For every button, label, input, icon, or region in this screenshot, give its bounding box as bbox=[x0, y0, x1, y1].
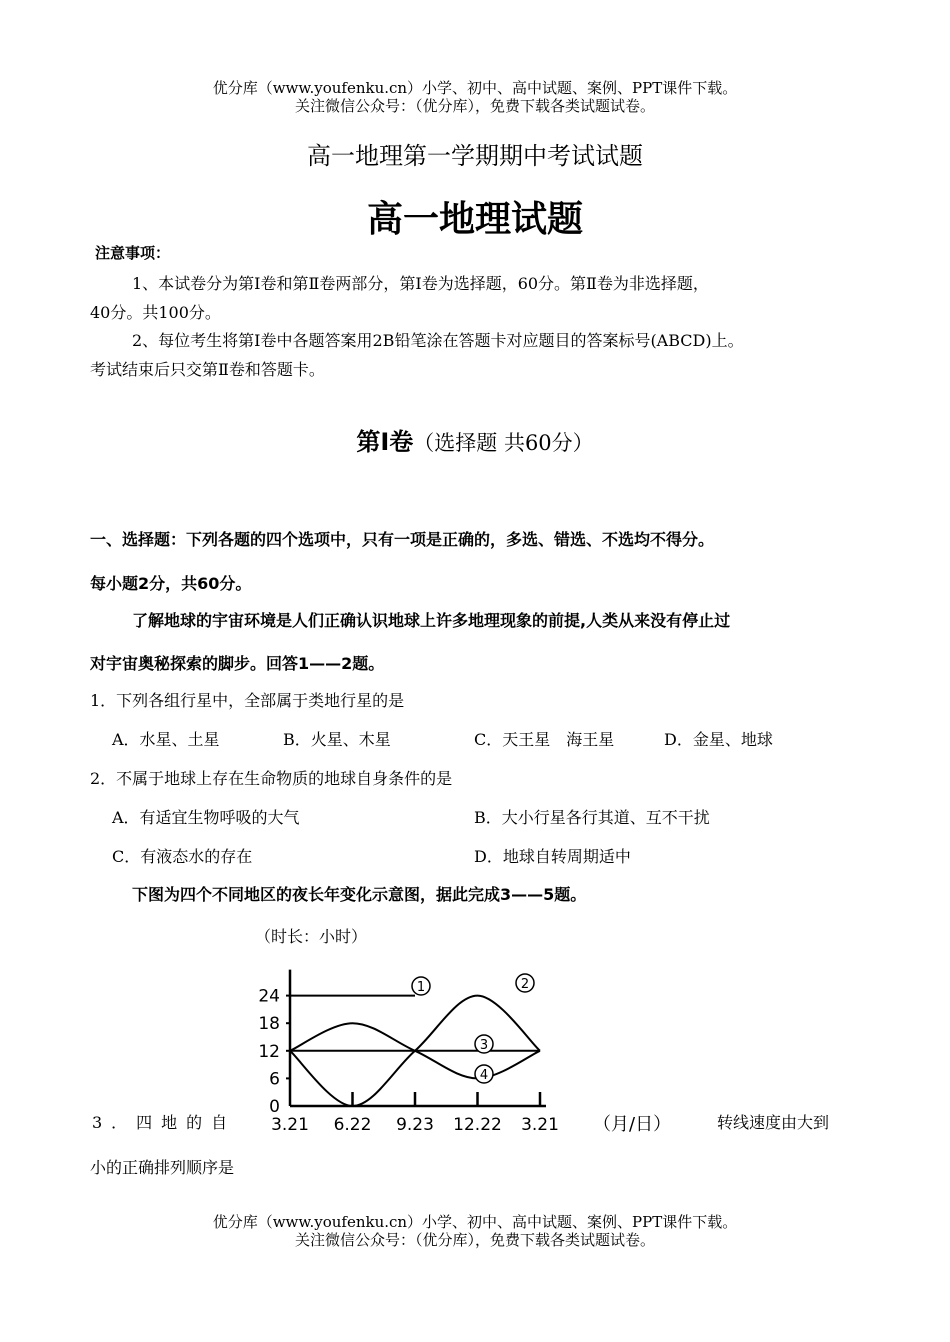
figure-intro: 下图为四个不同地区的夜长年变化示意图，据此完成3——5题。 bbox=[132, 885, 587, 904]
q3-stem-start: 3．四地的自 bbox=[92, 1113, 237, 1132]
x-tick-label: 3.21 bbox=[271, 1115, 309, 1135]
y-tick-label: 12 bbox=[258, 1041, 280, 1062]
exam-title: 高一地理试题 bbox=[366, 199, 583, 240]
q2-option-a: A．有适宜生物呼吸的大气 bbox=[112, 808, 300, 827]
x-tick-label: 6.22 bbox=[333, 1115, 372, 1135]
section-title-bold: 第Ⅰ卷 bbox=[356, 428, 414, 456]
x-tick-label: 3.21 bbox=[521, 1115, 559, 1135]
q3-stem-cont: 小的正确排列顺序是 bbox=[90, 1158, 235, 1177]
q2-option-d: D．地球自转周期适中 bbox=[474, 847, 631, 866]
x-tick-label: 9.23 bbox=[396, 1115, 434, 1135]
header-line-1: 优分库（www.youfenku.cn）小学、初中、高中试题、案例、PPT课件下载。 bbox=[212, 79, 738, 97]
q1-option-d: D．金星、地球 bbox=[664, 730, 773, 749]
section-title bbox=[0, 422, 950, 457]
section-title-rest: （选择题 共60分） bbox=[413, 431, 594, 455]
q2-option-c: C．有液态水的存在 bbox=[112, 847, 253, 866]
q1-option-b: B．火星、木星 bbox=[283, 730, 391, 749]
q2-option-b: B．大小行星各行其道、互不干扰 bbox=[474, 808, 710, 827]
q1-option-a: A．水星、土星 bbox=[112, 730, 220, 749]
notes-item-2: 2、每位考生将第Ⅰ卷中各题答案用2B铅笔涂在答题卡对应题目的答案标号(ABCD)上。 bbox=[132, 331, 744, 350]
notes-item-1: 1、本试卷分为第Ⅰ卷和第Ⅱ卷两部分，第Ⅰ卷为选择题，60分。第Ⅱ卷为非选择题， bbox=[132, 274, 709, 293]
x-tick-label: 12.22 bbox=[453, 1115, 502, 1135]
chart-xlabel: （月/日） bbox=[593, 1114, 672, 1135]
y-tick-label: 0 bbox=[269, 1097, 280, 1117]
footer-line-1: 优分库（www.youfenku.cn）小学、初中、高中试题、案例、PPT课件下载。 bbox=[212, 1213, 738, 1231]
part1-intro: 了解地球的宇宙环境是人们正确认识地球上许多地理现象的前提,人类从来没有停止过 bbox=[132, 611, 731, 630]
part1-heading: 一、选择题：下列各题的四个选项中，只有一项是正确的，多选、错选、不选均不得分。 bbox=[90, 530, 715, 549]
notes-item-1-cont: 40分。共100分。 bbox=[90, 303, 221, 322]
y-tick-label: 18 bbox=[258, 1014, 280, 1035]
y-tick-label: 24 bbox=[258, 986, 280, 1007]
y-tick-label: 6 bbox=[269, 1069, 280, 1090]
series-label: 2 bbox=[520, 977, 530, 992]
part1-intro-cont: 对宇宙奥秘探索的脚步。回答1——2题。 bbox=[90, 654, 385, 673]
series-label: 4 bbox=[479, 1068, 489, 1083]
series-label: 3 bbox=[479, 1038, 489, 1053]
q2-stem: 2．不属于地球上存在生命物质的地球自身条件的是 bbox=[90, 769, 453, 788]
footer-line-2: 关注微信公众号：（优分库），免费下载各类试题试卷。 bbox=[294, 1231, 655, 1249]
notes-heading: 注意事项： bbox=[95, 244, 171, 262]
night-length-chart bbox=[235, 918, 695, 1148]
q1-option-c: C．天王星 海王星 bbox=[474, 730, 615, 749]
header-line-2: 关注微信公众号：（优分库），免费下载各类试题试卷。 bbox=[294, 97, 655, 115]
q3-stem-end: 转线速度由大到 bbox=[717, 1113, 830, 1132]
series-label: 1 bbox=[416, 980, 426, 995]
part1-heading-cont: 每小题2分，共60分。 bbox=[90, 574, 252, 593]
chart-ylabel: （时长：小时） bbox=[255, 927, 368, 946]
exam-subtitle: 高一地理第一学期期中考试试题 bbox=[307, 142, 643, 170]
q1-stem: 1．下列各组行星中，全部属于类地行星的是 bbox=[90, 691, 405, 710]
notes-item-2-cont: 考试结束后只交第Ⅱ卷和答题卡。 bbox=[90, 360, 325, 379]
